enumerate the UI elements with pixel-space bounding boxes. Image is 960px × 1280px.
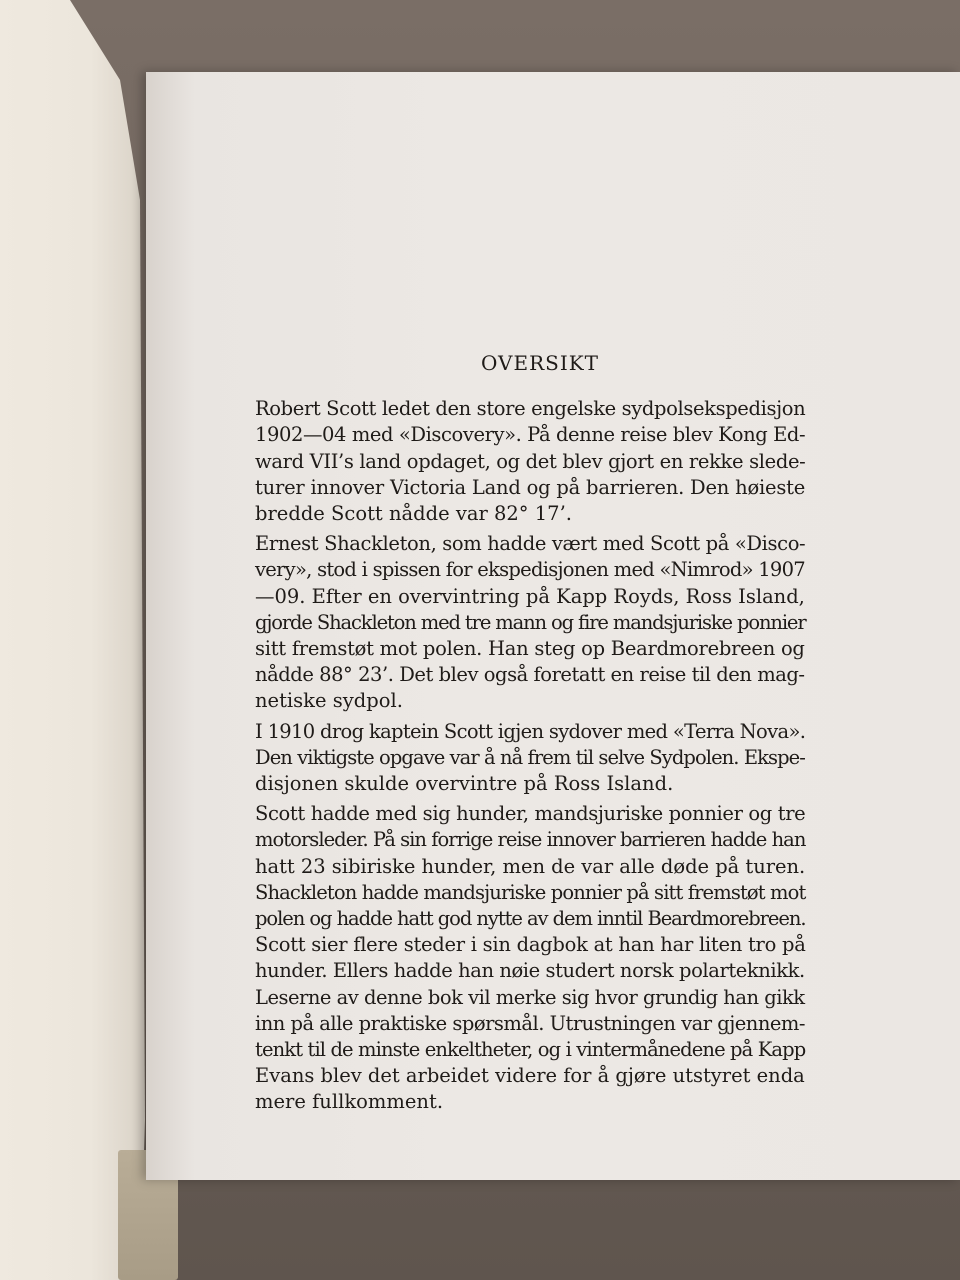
text-line: ward VII’s land opdaget, og det blev gjort en rekke slede- — [255, 449, 806, 473]
text-line: hunder. Ellers hadde han nøie studert norsk polarteknikk. — [255, 959, 805, 983]
text-line: 1902—04 med «Discovery». På denne reise blev Kong Ed- — [255, 423, 806, 447]
left-page — [0, 0, 150, 1280]
text-line: Evans blev det arbeidet videre for å gjøre utstyret enda — [255, 1064, 805, 1088]
text-line: tenkt til de minste enkeltheter, og i vintermånedene på Kapp — [255, 1038, 806, 1062]
text-line: Scott hadde med sig hunder, mandsjuriske ponnier og tre — [255, 802, 806, 826]
paragraph-1 — [255, 396, 805, 527]
text-line: turer innover Victoria Land og på barrieren. Den høieste — [255, 475, 806, 499]
text-line: gjorde Shackleton med tre mann og fire mandsjuriske ponnier — [255, 610, 806, 634]
text-line: —09. Efter en overvintring på Kapp Royds, Ross Island, — [255, 584, 805, 608]
text-line: netiske sydpol. — [255, 689, 403, 713]
paragraph-3 — [255, 719, 805, 798]
text-line: motorsleder. På sin forrige reise innover barrieren hadde han — [255, 828, 806, 852]
paragraph-4 — [255, 801, 805, 1115]
text-line: inn på alle praktiske spørsmål. Utrustningen var gjennem- — [255, 1011, 805, 1035]
text-line: bredde Scott nådde var 82° 17’. — [255, 502, 572, 526]
text-line: Robert Scott ledet den store engelske sydpolsekspedisjon — [255, 397, 806, 421]
text-line: Scott sier flere steder i sin dagbok at han har liten tro på — [255, 933, 806, 957]
text-line: very», stod i spissen for ekspedisjonen med «Nimrod» 1907 — [255, 558, 805, 582]
paragraph-2 — [255, 531, 805, 714]
page-heading: OVERSIKT — [480, 351, 600, 375]
text-line: Den viktigste opgave var å nå frem til selve Sydpolen. Ekspe- — [255, 745, 805, 769]
text-line: Ernest Shackleton, som hadde vært med Scott på «Disco- — [255, 532, 806, 556]
text-line: polen og hadde hatt god nytte av dem inntil Beardmorebreen. — [255, 907, 806, 931]
text-line: nådde 88° 23’. Det blev også foretatt en reise til den mag- — [255, 663, 805, 687]
page-text-block — [255, 350, 805, 1120]
text-line: I 1910 drog kaptein Scott igjen sydover med «Terra Nova». — [255, 719, 806, 743]
text-line: Leserne av denne bok vil merke sig hvor grundig han gikk — [255, 985, 805, 1009]
text-line: Shackleton hadde mandsjuriske ponnier på sitt fremstøt mot — [255, 880, 806, 904]
text-line: disjonen skulde overvintre på Ross Island. — [255, 772, 674, 796]
text-line: hatt 23 sibiriske hunder, men de var alle døde på turen. — [255, 854, 806, 878]
text-line: mere fullkomment. — [255, 1090, 444, 1114]
text-line: sitt fremstøt mot polen. Han steg op Beardmorebreen og — [255, 637, 805, 661]
